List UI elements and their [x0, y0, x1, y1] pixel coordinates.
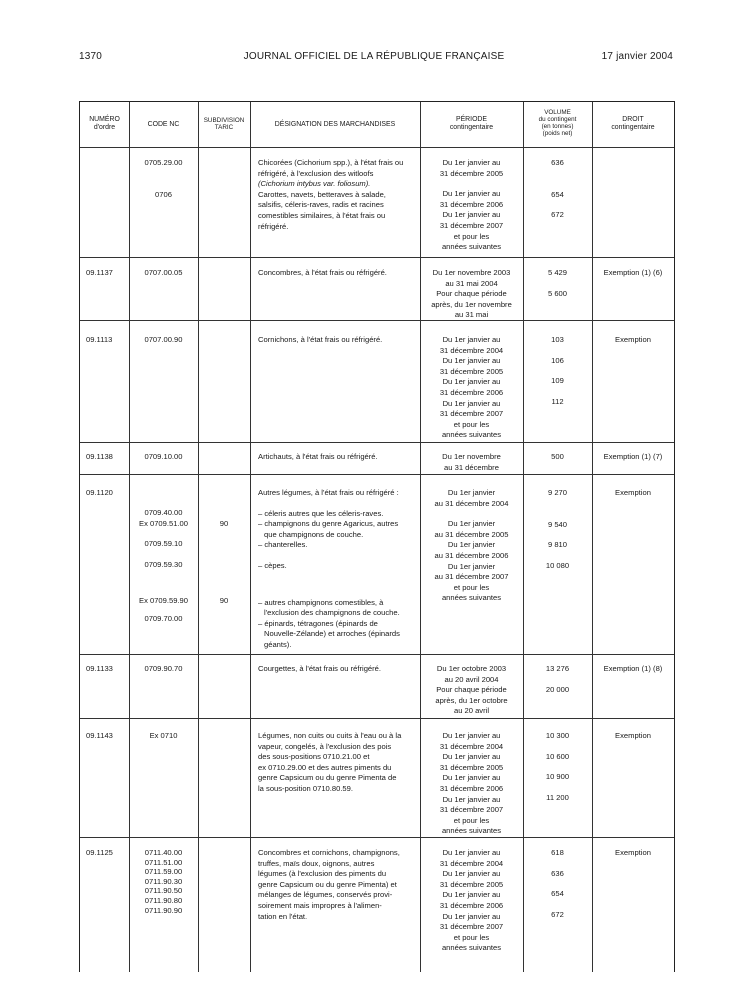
row-numero: 09.1143 [86, 731, 113, 740]
row-designation: Courgettes, à l'état frais ou réfrigéré. [258, 664, 382, 673]
row-divider [80, 837, 674, 838]
header-droit: DROIT contingentaire [611, 116, 655, 131]
row-volume: 10 300 10 600 10 900 11 200 [545, 731, 570, 802]
row-droit: Exemption [615, 335, 651, 344]
row-numero: 09.1137 [86, 268, 113, 277]
row-volume: 9 270 9 540 9 810 10 080 [545, 488, 570, 570]
row-volume: 500 [551, 452, 564, 461]
row-codes: 0709.40.00 Ex 0709.51.00 0709.59.10 0709.59.30 Ex 0709.59.90 0709.70.00 [139, 508, 188, 623]
journal-title: JOURNAL OFFICIEL DE LA RÉPUBLIQUE FRANÇAISE [243, 51, 505, 62]
row-volume: 618 636 654 672 [551, 848, 564, 919]
header-periode: PÉRIODE contingentaire [449, 116, 494, 131]
row-numero: 09.1120 [86, 488, 113, 497]
publication-date: 17 janvier 2004 [601, 51, 673, 62]
row-designation: Concombres, à l'état frais ou réfrigéré. [258, 268, 387, 277]
row-divider [80, 320, 674, 321]
row-numero: 09.1138 [86, 452, 113, 461]
row-divider [80, 147, 674, 148]
row-codes: 0711.40.00 0711.51.00 0711.59.00 0711.90.30 0711.90.50 0711.90.80 0711.90.90 [144, 848, 183, 915]
header-subdivision: SUBDIVISION TARIC [203, 117, 245, 131]
row-numero: 09.1125 [86, 848, 113, 857]
row-periode: Du 1er janvier au 31 décembre 2004 Du 1er janvier au 31 décembre 2005 Du 1er janvier au 31 décembre 2006 Du 1er janvier au 31 décembre 2007 et pour les années suivantes [439, 848, 504, 953]
row-numero: 09.1113 [86, 335, 113, 344]
row-codes: Ex 0710 [149, 731, 178, 740]
row-designation: Autres légumes, à l'état frais ou réfrigéré : – céleris autres que les céleris-raves. – champignons du genre Agaricus, autres que champignons de couche. – chanterelles. – cèpes. – autres champignons comestibles, à l'exclusion des champignons de couche. – épinards, tétragones (épinards de Nouvelle-Zélande) et arroches (épinards géants). [258, 488, 400, 649]
row-volume: 103 106 109 112 [551, 335, 564, 406]
row-codes: 0705.29.00 0706 [144, 158, 183, 199]
column-divider [592, 102, 593, 972]
row-codes: 0709.10.00 [144, 452, 183, 461]
row-volume: 13 276 20 000 [545, 664, 570, 694]
row-numero: 09.1133 [86, 664, 113, 673]
page-number: 1370 [79, 51, 103, 62]
row-volume: 5 429 5 600 [547, 268, 567, 298]
row-periode: Du 1er octobre 2003 au 20 avril 2004 Pour chaque période après, du 1er octobre au 20 avril [435, 664, 508, 716]
row-divider [80, 474, 674, 475]
header-volume: VOLUME du contingent (en tonnes) (poids net) [538, 109, 577, 137]
row-periode: Du 1er janvier au 31 décembre 2004 Du 1er janvier au 31 décembre 2005 Du 1er janvier au 31 décembre 2006 Du 1er janvier au 31 décembre 2007 et pour les années suivantes [439, 731, 504, 836]
row-droit: Exemption (1) (6) [603, 268, 663, 277]
row-volume: 636 654 672 [551, 158, 564, 220]
row-periode: Du 1er novembre 2003 au 31 mai 2004 Pour chaque période après, du 1er novembre au 31 mai [431, 268, 512, 320]
row-designation: Cornichons, à l'état frais ou réfrigéré. [258, 335, 383, 344]
tariff-quota-table [79, 101, 675, 972]
row-periode: Du 1er janvier au 31 décembre 2004 Du 1er janvier au 31 décembre 2005 Du 1er janvier au 31 décembre 2006 Du 1er janvier au 31 décembre 2007 et pour les années suivantes [439, 335, 504, 440]
row-designation: Chicorées (Cichorium spp.), à l'état frais ou réfrigéré, à l'exclusion des witloofs (Cichorium intybus var. foliosum). Carottes, navets, betteraves à salade, salsifis, céleris-raves, radis et racines comestibles similaires, à l'état frais ou réfrigéré. [258, 158, 404, 231]
row-periode: Du 1er janvier au 31 décembre 2004 Du 1er janvier au 31 décembre 2005 Du 1er janvier au 31 décembre 2006 Du 1er janvier au 31 décembre 2007 et pour les années suivantes [434, 488, 509, 603]
row-taric: 90 90 [219, 519, 229, 605]
row-droit: Exemption [615, 731, 651, 740]
row-droit: Exemption (1) (8) [603, 664, 663, 673]
row-designation: Légumes, non cuits ou cuits à l'eau ou à la vapeur, congelés, à l'exclusion des pois des sous-positions 0710.21.00 et ex 0710.29.00 et des autres piments du genre Capsicum ou du genre Pimenta de la sous-position 0710.80.59. [258, 731, 402, 793]
row-divider [80, 442, 674, 443]
row-periode: Du 1er novembre au 31 décembre [442, 452, 501, 472]
row-divider [80, 654, 674, 655]
header-designation: DÉSIGNATION DES MARCHANDISES [274, 121, 396, 128]
row-codes: 0709.90.70 [144, 664, 183, 673]
row-periode: Du 1er janvier au 31 décembre 2005 Du 1er janvier au 31 décembre 2006 Du 1er janvier au 31 décembre 2007 et pour les années suivantes [439, 158, 504, 252]
row-codes: 0707.00.05 [144, 268, 183, 277]
row-divider [80, 257, 674, 258]
row-designation: Artichauts, à l'état frais ou réfrigéré. [258, 452, 378, 461]
row-droit: Exemption [615, 488, 651, 497]
row-designation: Concombres et cornichons, champignons, truffes, maïs doux, oignons, autres légumes (à l'exclusion des piments du genre Capsicum ou du genre Pimenta) et mélanges de légumes, conservés provi- soirement mais impropres à l'alimen- tation en l'état. [258, 848, 400, 921]
header-code-nc: CODE NC [147, 121, 180, 128]
row-codes: 0707.00.90 [144, 335, 183, 344]
row-droit: Exemption (1) (7) [603, 452, 663, 461]
column-divider [250, 102, 251, 972]
row-divider [80, 718, 674, 719]
header-numero: NUMÉRO d'ordre [89, 116, 120, 131]
row-droit: Exemption [615, 848, 651, 857]
